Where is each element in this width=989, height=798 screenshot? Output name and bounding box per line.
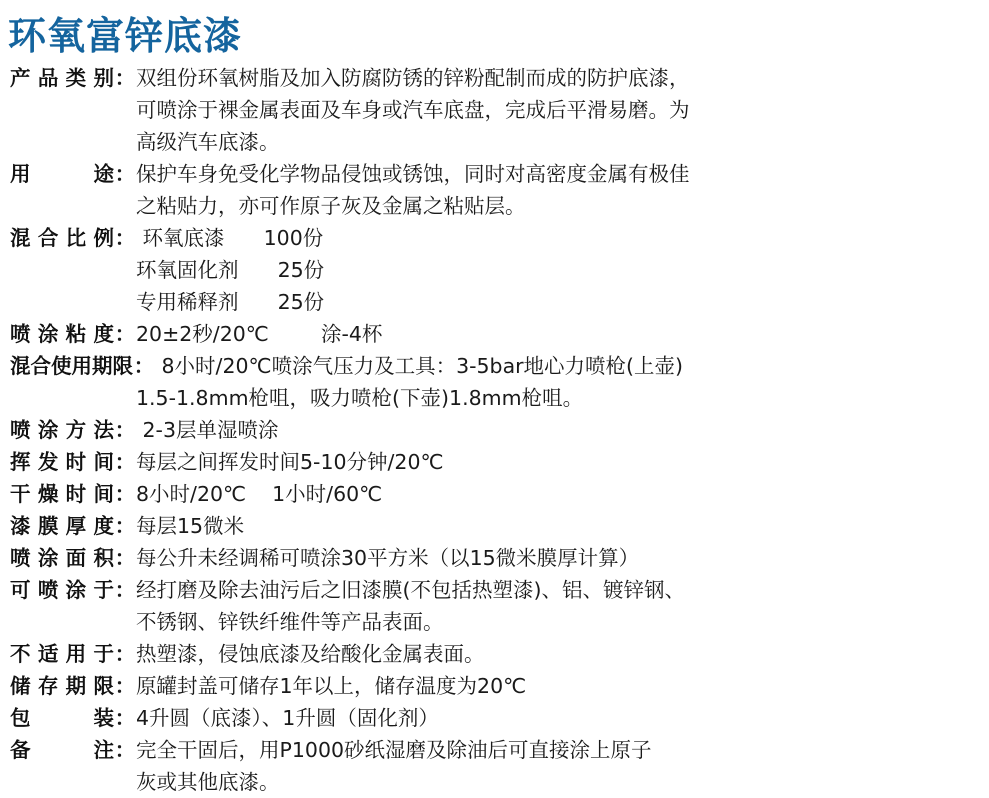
spec-value-line: 8小时/20℃ 1小时/60℃ (136, 482, 383, 506)
spec-row-film-thickness (10, 510, 980, 542)
spec-continuation (10, 606, 980, 638)
spec-row-mix-ratio (10, 222, 980, 254)
spec-value (136, 638, 816, 670)
spec-value (136, 62, 816, 94)
spec-value (136, 670, 816, 702)
spec-row-spray-viscosity (10, 318, 980, 350)
spec-label: 不适用于 (10, 642, 114, 666)
spec-label: 包装 (10, 706, 114, 730)
spec-value-line: 1.5-1.8mm枪咀，吸力喷枪(下壶)1.8mm枪咀。 (136, 386, 584, 410)
spec-row-not-applicable (10, 638, 980, 670)
spec-value-line: 原罐封盖可储存1年以上，储存温度为20℃ (136, 674, 527, 698)
spec-continuation (10, 766, 980, 798)
spec-list (10, 62, 980, 798)
spec-value-line: 专用稀释剂 25份 (136, 290, 325, 314)
spec-colon: ： (114, 482, 136, 506)
spec-continuation (10, 254, 980, 318)
spec-row-packaging (10, 702, 980, 734)
spec-label: 挥发时间 (10, 450, 114, 474)
spec-value (136, 222, 816, 254)
spec-label: 可喷涂于 (10, 578, 114, 602)
spec-colon: ： (114, 66, 136, 90)
spec-colon: ： (114, 226, 136, 250)
spec-value (136, 510, 816, 542)
spec-colon: ： (114, 642, 136, 666)
spec-label: 喷涂粘度 (10, 322, 114, 346)
spec-value-line: 保护车身免受化学物品侵蚀或锈蚀，同时对高密度金属有极佳 (136, 162, 690, 186)
spec-value-line: 高级汽车底漆。 (136, 130, 280, 154)
spec-colon: ： (114, 162, 136, 186)
spec-row-drying-time (10, 478, 980, 510)
spec-colon: ： (114, 450, 136, 474)
spec-label: 储存期限 (10, 674, 114, 698)
spec-colon: ： (114, 706, 136, 730)
spec-value-line: 之粘贴力，亦可作原子灰及金属之粘贴层。 (136, 194, 526, 218)
spec-value-line: 2-3层单湿喷涂 (136, 418, 279, 442)
spec-value-line: 8小时/20℃喷涂气压力及工具：3-5bar地心力喷枪(上壶) (155, 354, 684, 378)
spec-row-applicable-substrates (10, 574, 980, 606)
spec-value-line: 每层15微米 (136, 514, 245, 538)
spec-value-line: 经打磨及除去油污后之旧漆膜(不包括热塑漆)、铝、镀锌钢、 (136, 578, 685, 602)
spec-label: 喷涂方法 (10, 418, 114, 442)
spec-label: 产品类别 (10, 66, 114, 90)
spec-value-line: 热塑漆，侵蚀底漆及给酸化金属表面。 (136, 642, 485, 666)
spec-colon: ： (114, 514, 136, 538)
spec-value (136, 414, 816, 446)
page-title: 环氧富锌底漆 (8, 13, 243, 58)
spec-label: 漆膜厚度 (10, 514, 114, 538)
spec-value-line: 完全干固后，用P1000砂纸湿磨及除油后可直接涂上原子 (136, 738, 652, 762)
spec-row-spray-method (10, 414, 980, 446)
spec-value-line: 环氧固化剂 25份 (136, 258, 325, 282)
spec-value-line: 每层之间挥发时间5-10分钟/20℃ (136, 450, 444, 474)
spec-value-line: 每公升未经调稀可喷涂30平方米（以15微米膜厚计算） (136, 546, 640, 570)
spec-row-shelf-life (10, 670, 980, 702)
spec-colon: ： (114, 738, 136, 762)
spec-label: 干燥时间 (10, 482, 114, 506)
spec-colon: ： (114, 578, 136, 602)
spec-value (136, 478, 816, 510)
spec-row-remarks (10, 734, 980, 766)
spec-value-line: 灰或其他底漆。 (136, 770, 280, 794)
spec-value (136, 446, 816, 478)
spec-colon: ： (114, 322, 136, 346)
spec-row-flash-time (10, 446, 980, 478)
spec-colon: ： (133, 354, 155, 378)
spec-value (136, 574, 816, 606)
spec-colon: ： (114, 674, 136, 698)
spec-label: 备注 (10, 738, 114, 762)
spec-row-pot-life (10, 350, 980, 382)
spec-row-product-category (10, 62, 980, 94)
spec-value (136, 702, 816, 734)
spec-row-usage (10, 158, 980, 190)
spec-value-line: 4升圆（底漆）、1升圆（固化剂） (136, 706, 439, 730)
spec-value (155, 350, 795, 382)
spec-label: 喷涂面积 (10, 546, 114, 570)
spec-continuation (10, 94, 980, 158)
spec-continuation (10, 382, 980, 414)
spec-colon: ： (114, 418, 136, 442)
spec-value-line: 20±2秒/20℃ 涂-4杯 (136, 322, 383, 346)
spec-continuation (10, 190, 980, 222)
spec-value-line: 双组份环氧树脂及加入防腐防锈的锌粉配制而成的防护底漆， (136, 66, 690, 90)
spec-value-line: 可喷涂于裸金属表面及车身或汽车底盘，完成后平滑易磨。为 (136, 98, 690, 122)
spec-label: 混合比例 (10, 226, 114, 250)
spec-colon: ： (114, 546, 136, 570)
spec-value (136, 318, 816, 350)
spec-value (136, 158, 816, 190)
spec-label: 用途 (10, 162, 114, 186)
spec-label: 混合使用期限 (10, 354, 133, 378)
spec-value (136, 542, 816, 574)
spec-value-line: 环氧底漆 100份 (136, 226, 324, 250)
spec-value (136, 734, 816, 766)
spec-value-line: 不锈钢、锌铁纤维件等产品表面。 (136, 610, 444, 634)
spec-row-coverage (10, 542, 980, 574)
